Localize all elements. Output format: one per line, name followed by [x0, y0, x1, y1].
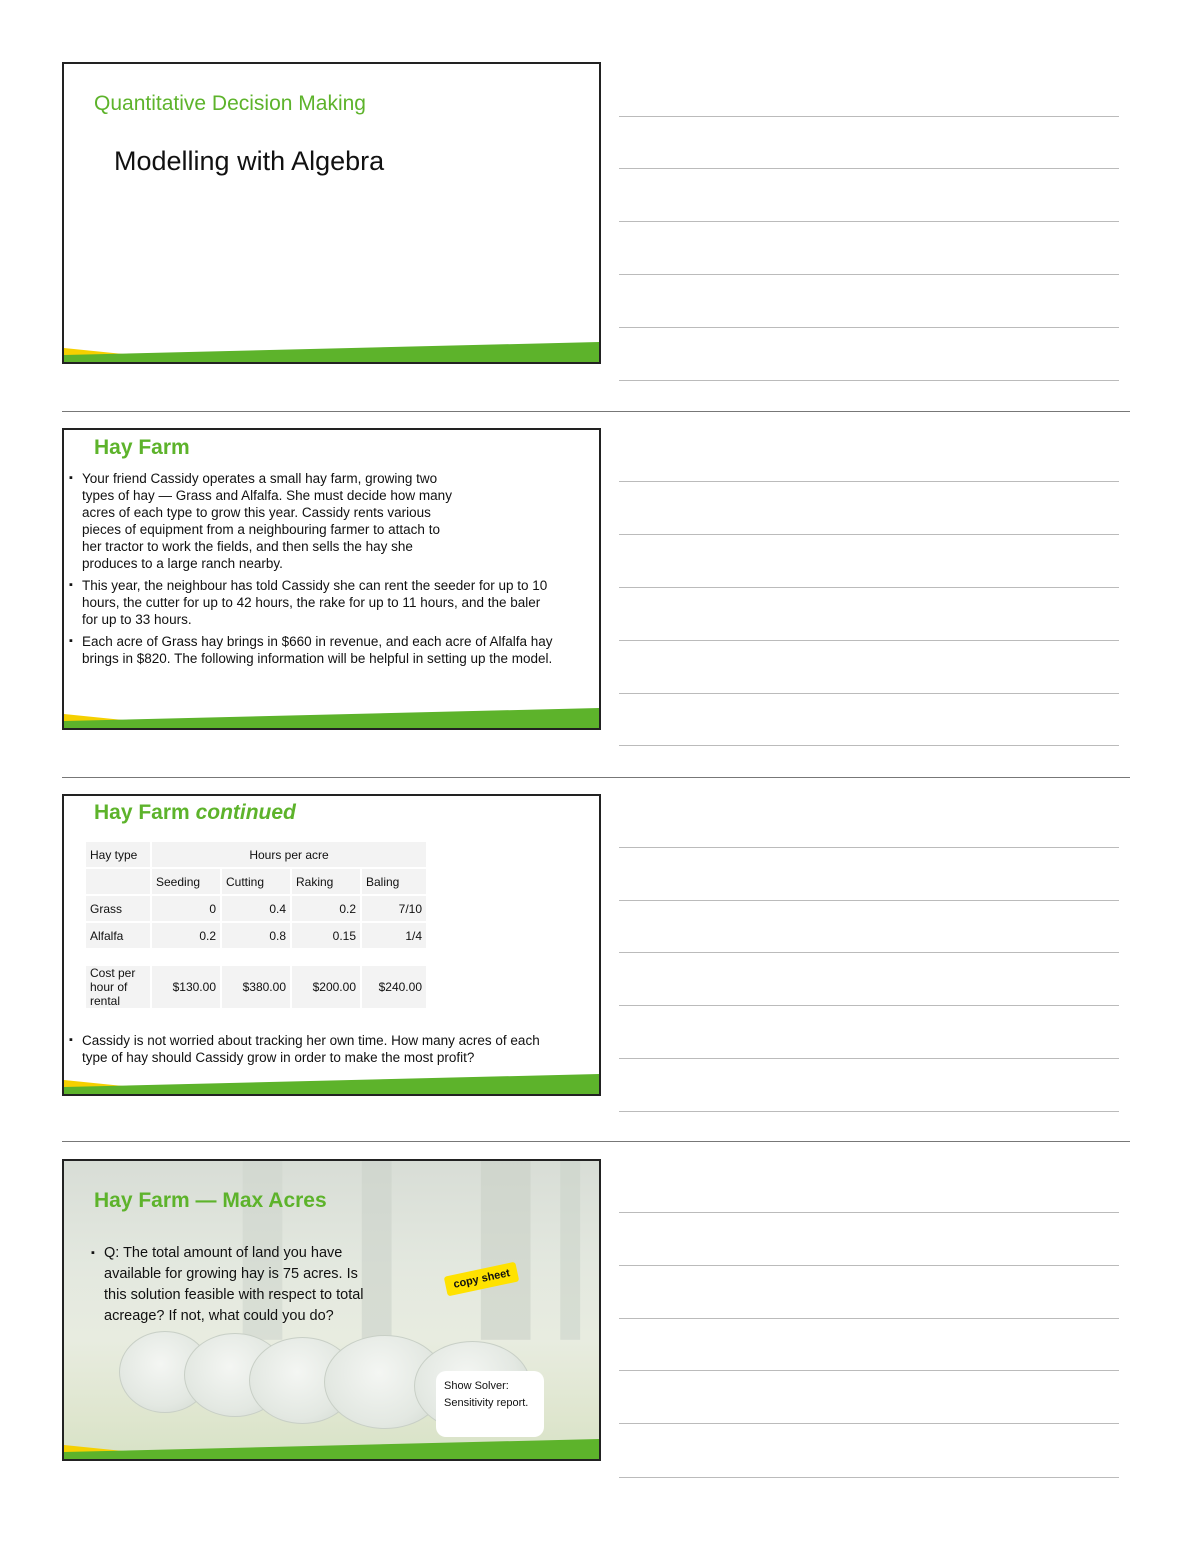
column-header: Baling: [362, 869, 426, 894]
slide-4-bullet: ▪ Q: The total amount of land you have available for growing hay is 75 acres. Is this solution feasible with respect to total acreage? If not, what could you do?: [88, 1243, 378, 1327]
note-line: [619, 1477, 1119, 1478]
note-line: [619, 327, 1119, 328]
note-line: [619, 1005, 1119, 1006]
slide-1-subtitle: Modelling with Algebra: [114, 146, 385, 176]
slide-3-title-em: continued: [195, 801, 296, 824]
note-line: [619, 952, 1119, 953]
slide-2-decor-stripe: [64, 708, 599, 728]
cost-cell: $200.00: [292, 966, 360, 1008]
slide-3-title-main: Hay Farm: [94, 801, 190, 824]
slide-4-decor-stripe: [64, 1439, 599, 1459]
table-cell: 0.2: [152, 923, 220, 948]
column-header: Cutting: [222, 869, 290, 894]
table-spacer-row: [86, 950, 426, 964]
note-line: [619, 640, 1119, 641]
slide-1-title: Quantitative Decision Making: [94, 92, 366, 115]
note-line: [619, 847, 1119, 848]
column-header: Raking: [292, 869, 360, 894]
slide-1: [62, 62, 601, 364]
slide-3-decor-stripe: [64, 1074, 599, 1094]
table-header-row: [86, 842, 426, 867]
cost-cell: $130.00: [152, 966, 220, 1008]
slide-4-bullet-list: [88, 1243, 378, 1332]
note-line: [619, 900, 1119, 901]
table-cell: 7/10: [362, 896, 426, 921]
table-row: [86, 896, 426, 921]
slide-4-title: Hay Farm — Max Acres: [94, 1189, 327, 1212]
slide-2-bullet-1: ▪ Your friend Cassidy operates a small hay farm, growing two types of hay — Grass and Alfalfa. She must decide how many acres of each type to grow this year. Cassidy rents various pieces of equipment from a neighbouring farmer to attach to her tractor to work the fields, and then sells the hay she produces to a large ranch nearby.: [66, 470, 452, 572]
note-line: [619, 587, 1119, 588]
note-line: [619, 380, 1119, 381]
section-separator: [62, 411, 1130, 412]
table-row: [86, 966, 426, 1008]
note-line: [619, 745, 1119, 746]
slide-3-bullet-list: [66, 1032, 556, 1071]
note-line: [619, 274, 1119, 275]
table-row: [86, 923, 426, 948]
note-line: [619, 1370, 1119, 1371]
column-header: Seeding: [152, 869, 220, 894]
hay-type-header: Hay type: [86, 842, 150, 867]
note-line: [619, 1111, 1119, 1112]
solver-note-line-1: Show Solver:: [444, 1380, 509, 1392]
table-spacer: [86, 950, 426, 964]
section-separator: [62, 1141, 1130, 1142]
cost-cell: $240.00: [362, 966, 426, 1008]
slide-3-bullet: ▪ Cassidy is not worried about tracking her own time. How many acres of each type of hay should Cassidy grow in order to make the most profit?: [66, 1032, 556, 1066]
table-cell: 0.15: [292, 923, 360, 948]
hours-per-acre-header: Hours per acre: [152, 842, 426, 867]
solver-note-line-2: Sensitivity report.: [444, 1397, 529, 1409]
slide-3: [62, 794, 601, 1096]
table-cell: 0.4: [222, 896, 290, 921]
table-cell: 1/4: [362, 923, 426, 948]
table-empty-cell: [86, 869, 150, 894]
copy-sheet-sticker: copy sheet: [444, 1262, 520, 1297]
slide-1-decor-stripe: [64, 342, 599, 362]
table-column-row: [86, 869, 426, 894]
hours-per-acre-table: [84, 840, 428, 1010]
note-line: [619, 1423, 1119, 1424]
slide-2-bullet-2: ▪ This year, the neighbour has told Cassidy she can rent the seeder for up to 10 hours, the cutter for up to 42 hours, the rake for up to 11 hours, and the baler for up to 33 hours.: [66, 577, 556, 628]
row-label: Grass: [86, 896, 150, 921]
note-line: [619, 1058, 1119, 1059]
note-line: [619, 1212, 1119, 1213]
slide-4: [62, 1159, 601, 1461]
section-separator: [62, 777, 1130, 778]
table-cell: 0.8: [222, 923, 290, 948]
note-line: [619, 1318, 1119, 1319]
solver-note: [436, 1371, 544, 1437]
slide-2-bullet-3: ▪ Each acre of Grass hay brings in $660 in revenue, and each acre of Alfalfa hay brings in $820. The following information will be helpful in setting up the model.: [66, 633, 556, 667]
note-line: [619, 1265, 1119, 1266]
note-line: [619, 693, 1119, 694]
slide-3-title: [94, 801, 296, 825]
note-line: [619, 534, 1119, 535]
note-line: [619, 221, 1119, 222]
table-cell: 0: [152, 896, 220, 921]
slide-2-bullet-list: [66, 470, 556, 672]
note-line: [619, 481, 1119, 482]
cost-cell: $380.00: [222, 966, 290, 1008]
note-line: [619, 116, 1119, 117]
note-line: [619, 168, 1119, 169]
cost-label: Cost per hour of rental: [86, 966, 150, 1008]
slide-2: [62, 428, 601, 730]
slide-2-title: Hay Farm: [94, 436, 190, 459]
row-label: Alfalfa: [86, 923, 150, 948]
table-cell: 0.2: [292, 896, 360, 921]
